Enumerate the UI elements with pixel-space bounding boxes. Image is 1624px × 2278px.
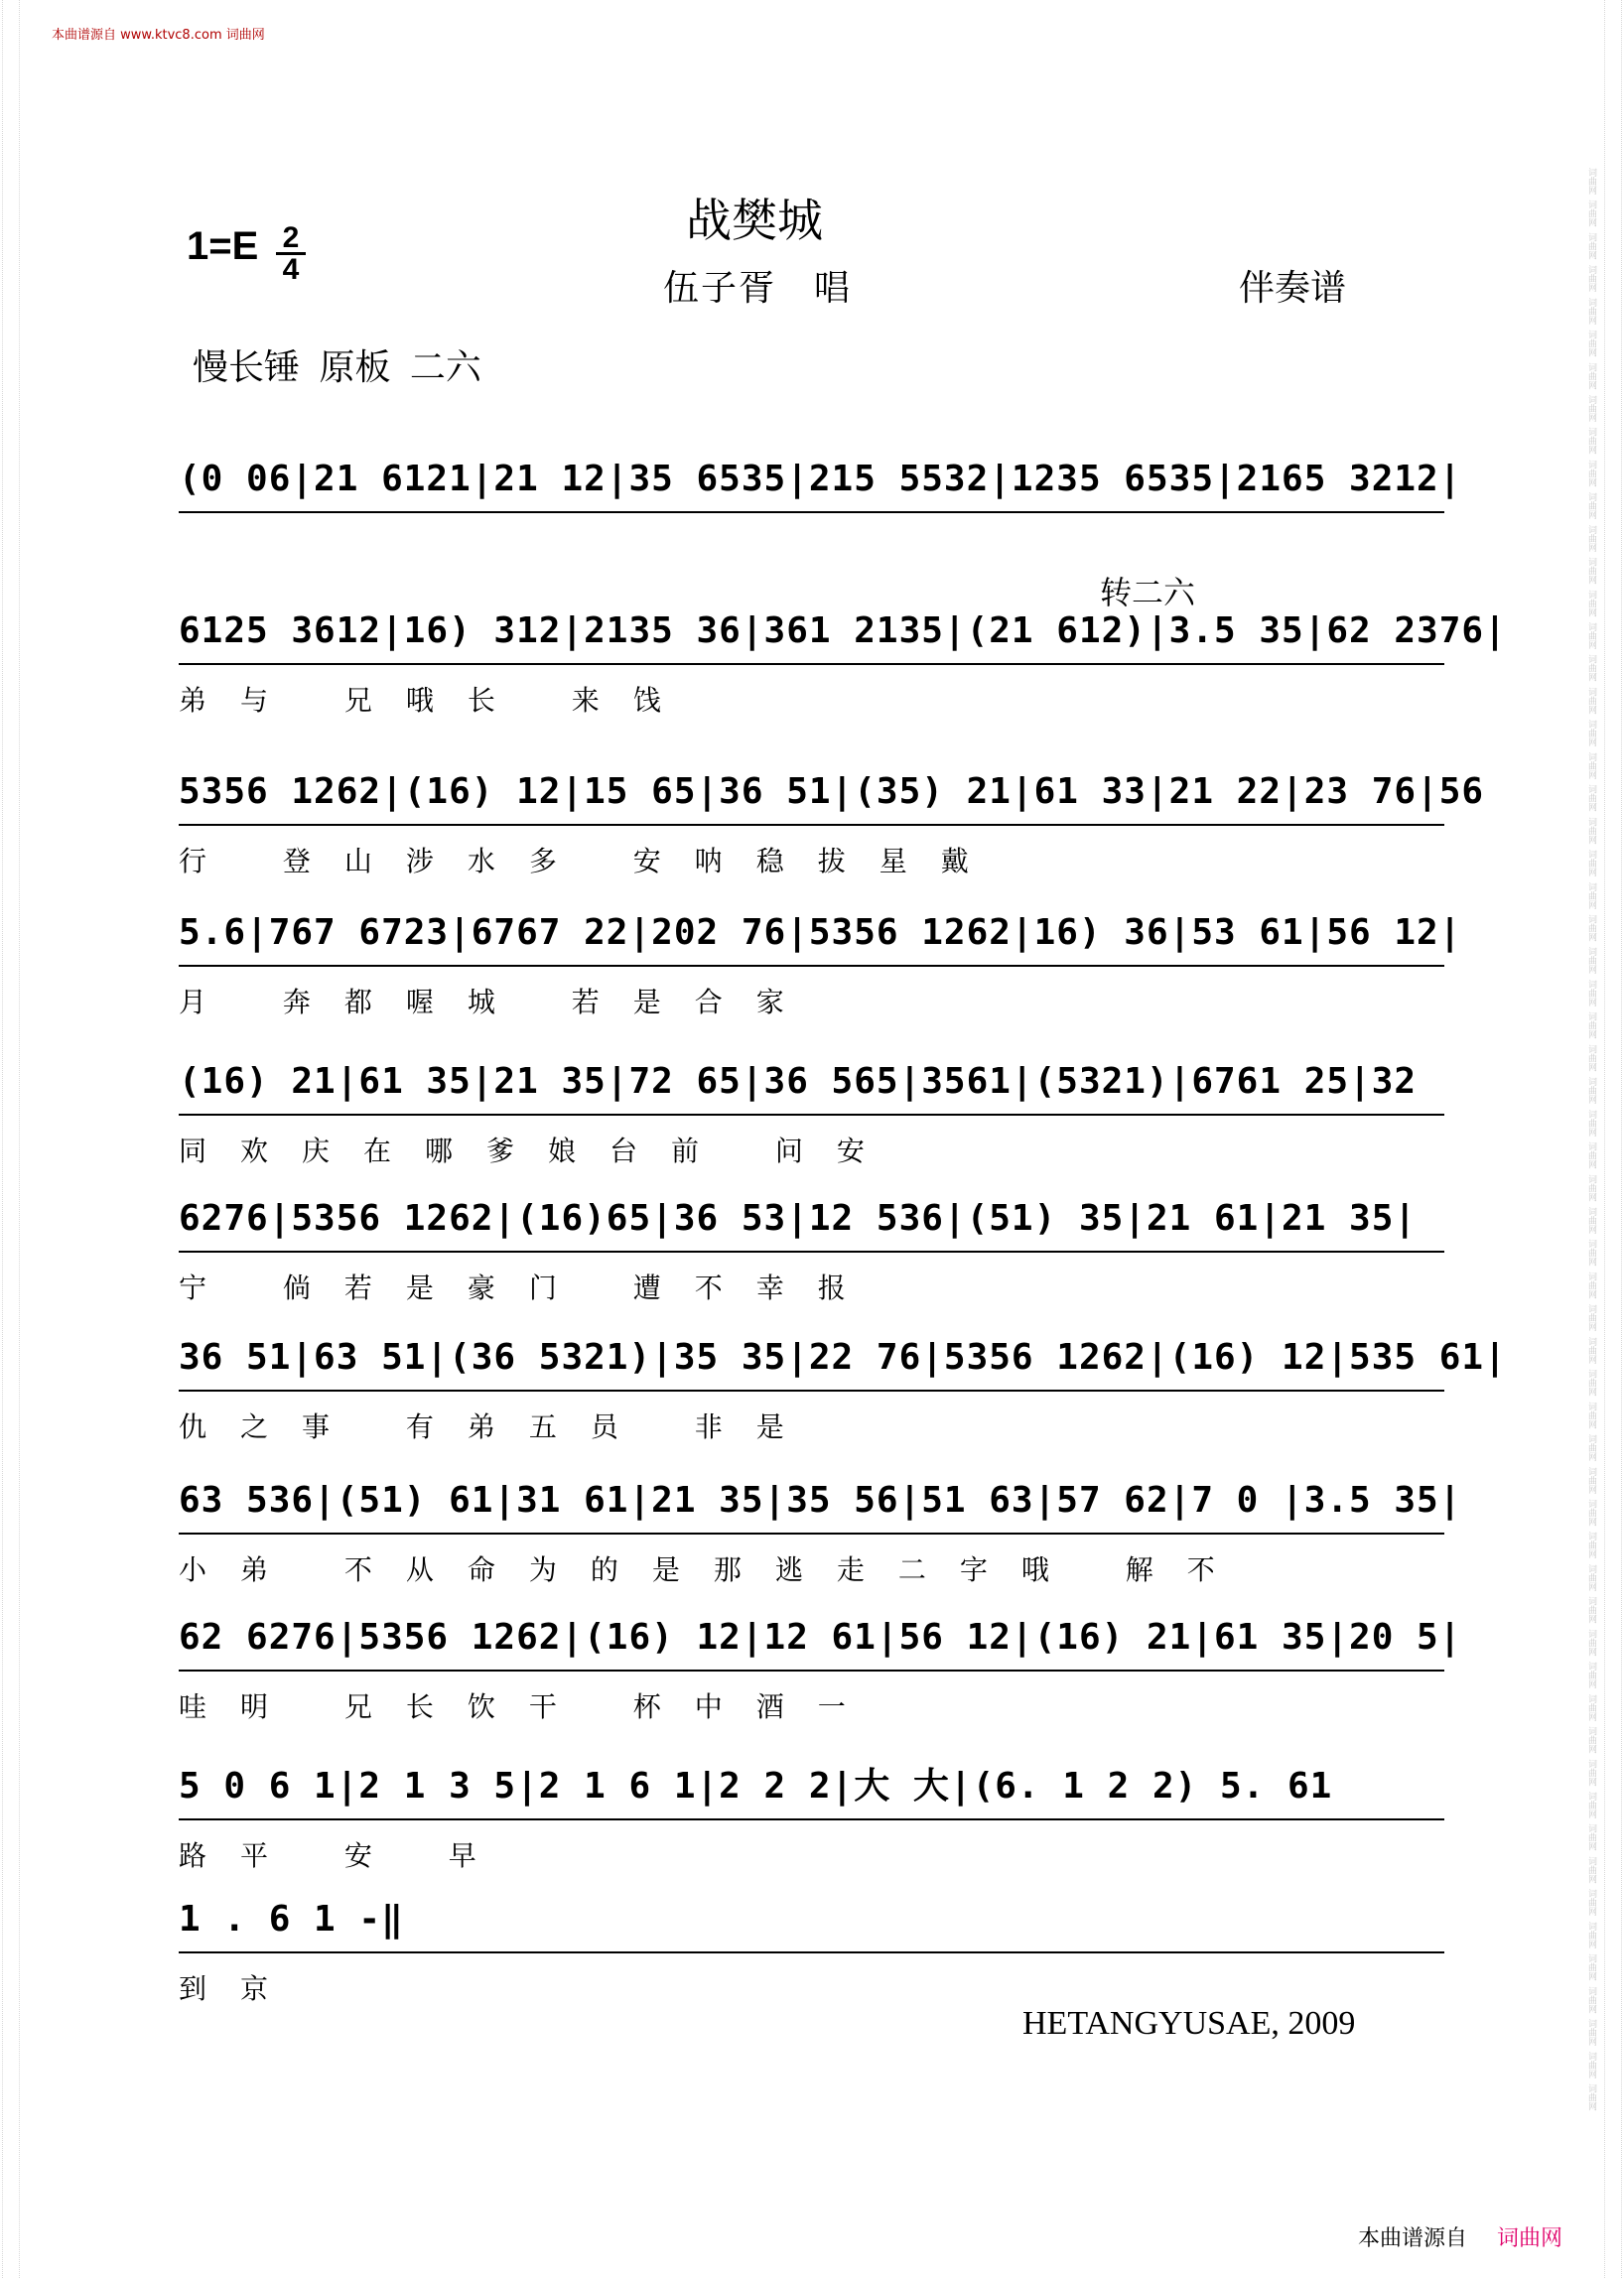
jianpu-notes: (0 06|21 6121|21 12|35 6535|215 5532|1235 6535|2165 3212| bbox=[179, 452, 1444, 513]
jianpu-notes: 5 0 6 1|2 1 3 5|2 1 6 1|2 2 2|大 大|(6. 1 2 2) 5. 61 bbox=[179, 1759, 1444, 1820]
signature: HETANGYUSAE, 2009 bbox=[1022, 2005, 1356, 2042]
header-source-line: 本曲谱源自 www.ktvc8.com 词曲网 bbox=[52, 28, 265, 43]
lyrics-line: 弟与 兄哦长 来饯 bbox=[179, 684, 695, 717]
notation-system bbox=[179, 1759, 1444, 1880]
time-signature-top: 2 bbox=[282, 221, 300, 254]
jianpu-notes: 36 51|63 51|(36 5321)|35 35|22 76|5356 1262|(16) 12|535 61| bbox=[179, 1330, 1444, 1392]
notation-system bbox=[179, 452, 1462, 573]
notation-system bbox=[179, 1191, 1444, 1312]
notation-system bbox=[179, 905, 1462, 1026]
notation-system bbox=[179, 1330, 1507, 1451]
lyrics-line: 月 奔都喔城 若是合家 bbox=[179, 986, 818, 1018]
lyrics-line: 小弟 不从命为的是那逃走二字哦 解不 bbox=[179, 1553, 1249, 1586]
footer-source-label: 本曲谱源自 bbox=[1358, 2226, 1468, 2251]
jianpu-notes: 62 6276|5356 1262|(16) 12|12 61|56 12|(16) 21|61 35|20 5| bbox=[179, 1610, 1444, 1672]
side-watermark-strip: 词曲网 词曲网 词曲网 词曲网 词曲网 词曲网 词曲网 词曲网 词曲网 词曲网 词曲网 词曲网 词曲网 词曲网 词曲网 词曲网 词曲网 词曲网 词曲网 词曲网 词曲网 词曲网 词曲网 词曲网 词曲网 词曲网 词曲网 词曲网 词曲网 词曲网 词曲网 词曲网 词曲网 词曲网 词曲网 词曲网 词曲网 词曲网 词曲网 词曲网 词曲网 词曲网 词曲网 词曲网 词曲网 词曲网 词曲网 词曲网 词曲网 词曲网 词曲网 词曲网 词曲网 词曲网 词曲网 词曲网 词曲网 词曲网 词曲网 词曲网 bbox=[1604, 0, 1622, 2278]
arrangement-label: 伴奏谱 bbox=[1239, 268, 1347, 309]
notation-system bbox=[179, 603, 1507, 725]
jianpu-notes: 63 536|(51) 61|31 61|21 35|35 56|51 63|57 62|7 0 |3.5 35| bbox=[179, 1473, 1444, 1535]
time-signature-bottom: 4 bbox=[282, 253, 300, 286]
key-signature: 1=E bbox=[187, 224, 259, 268]
jianpu-notes: 1 . 6 1 -‖ bbox=[179, 1892, 1444, 1953]
lyrics-line: 同欢庆在哪爹娘台前 问安 bbox=[179, 1135, 898, 1167]
jianpu-notes: 6125 3612|16) 312|2135 36|361 2135|(21 612)|3.5 35|62 2376| bbox=[179, 603, 1444, 665]
modulation-marking: 转二六 bbox=[1100, 574, 1196, 611]
lyrics-line: 宁 倘若是豪门 遭不幸报 bbox=[179, 1272, 880, 1304]
jianpu-notes: 5.6|767 6723|6767 22|202 76|5356 1262|16) 36|53 61|56 12| bbox=[179, 905, 1444, 967]
notation-system bbox=[179, 1610, 1462, 1731]
jianpu-notes: 5356 1262|(16) 12|15 65|36 51|(35) 21|61 33|21 22|23 76|56 bbox=[179, 764, 1444, 826]
notation-system bbox=[179, 1892, 1444, 2013]
notation-system bbox=[179, 1054, 1444, 1175]
lyrics-line: 行 登山涉水多 安呐稳拔星戴 bbox=[179, 845, 1003, 877]
tempo-marking: 慢长锤 原板 二六 bbox=[193, 347, 481, 388]
notation-system bbox=[179, 1473, 1462, 1594]
footer-site-link[interactable]: 词曲网 bbox=[1497, 2226, 1563, 2251]
side-watermark-strip bbox=[2, 0, 20, 2278]
jianpu-notes: 6276|5356 1262|(16)65|36 53|12 536|(51) 35|21 61|21 35| bbox=[179, 1191, 1444, 1253]
page-title: 战樊城 bbox=[686, 194, 823, 247]
time-signature bbox=[276, 221, 306, 286]
jianpu-notes: (16) 21|61 35|21 35|72 65|36 565|3561|(5321)|6761 25|32 bbox=[179, 1054, 1444, 1116]
lyrics-line: 路平 安 早 bbox=[179, 1839, 510, 1872]
lyrics-line: 仇之事 有弟五员 非是 bbox=[179, 1410, 818, 1443]
lyrics-line bbox=[179, 527, 1444, 573]
notation-system bbox=[179, 764, 1485, 885]
singer-credit: 伍子胥 唱 bbox=[663, 268, 853, 309]
lyrics-line: 哇明 兄长饮干 杯中酒一 bbox=[179, 1690, 880, 1723]
lyrics-line: 到京 bbox=[179, 1972, 303, 2005]
